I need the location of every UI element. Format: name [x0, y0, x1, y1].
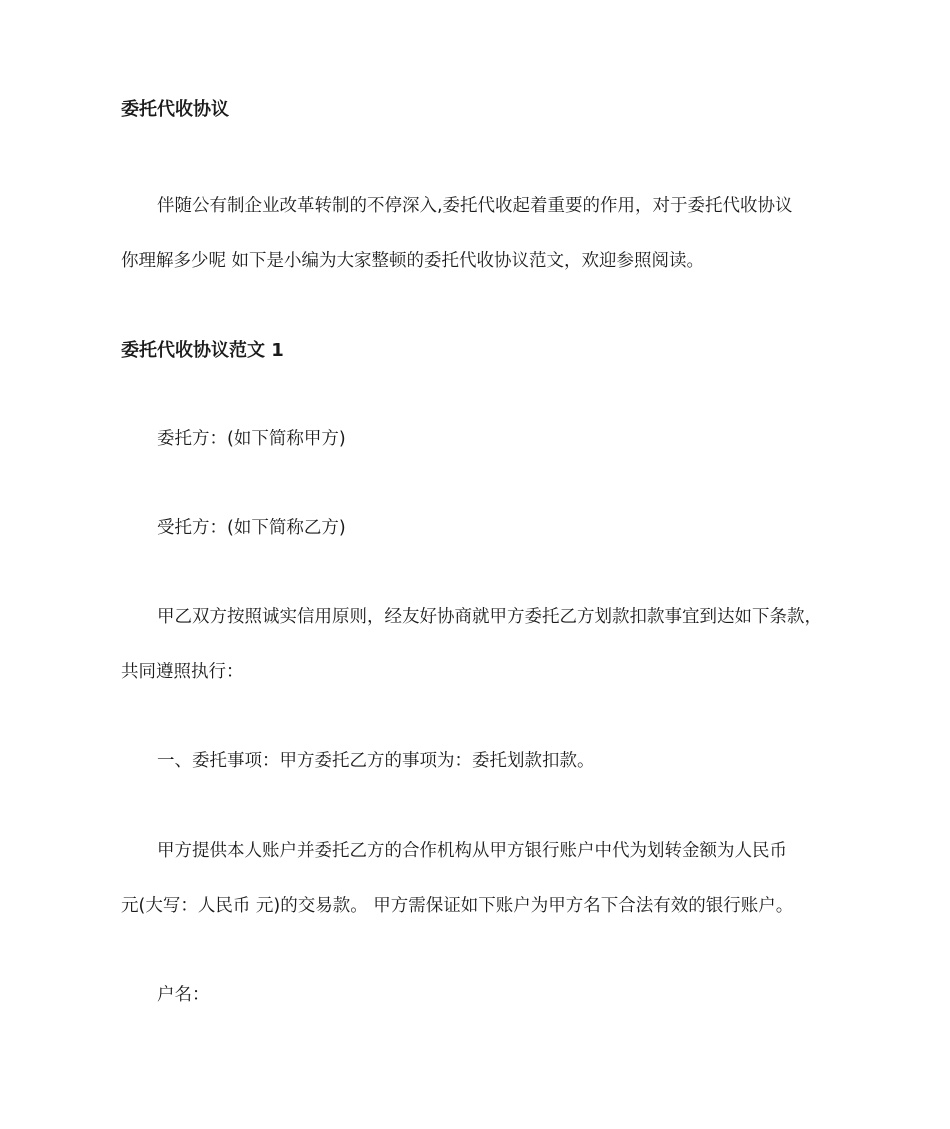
- document-title: 委托代收协议: [121, 99, 229, 120]
- account-name-line: 户名：: [157, 985, 210, 1005]
- party-a-line: 委托方：(如下简称甲方): [157, 429, 346, 449]
- agreement-paragraph-line-1: 甲乙双方按照诚实信用原则，经友好协商就甲方委托乙方划款扣款事宜到达如下条款，: [157, 607, 822, 627]
- clause-1-line: 一、委托事项：甲方委托乙方的事项为：委托划款扣款。: [157, 751, 595, 771]
- section-heading: 委托代收协议范文 1: [121, 340, 284, 361]
- agreement-paragraph-line-2: 共同遵照执行：: [121, 662, 244, 682]
- clause-1-detail-line-2: 元(大写：人民币 元)的交易款。 甲方需保证如下账户为甲方名下合法有效的银行账户。: [121, 896, 794, 916]
- intro-paragraph-line-1: 伴随公有制企业改革转制的不停深入,委托代收起着重要的作用，对于委托代收协议: [157, 196, 793, 216]
- intro-paragraph-line-2: 你理解多少呢 如下是小编为大家整顿的委托代收协议范文，欢迎参照阅读。: [121, 251, 705, 271]
- party-b-line: 受托方：(如下简称乙方): [157, 518, 346, 538]
- clause-1-detail-line-1: 甲方提供本人账户并委托乙方的合作机构从甲方银行账户中代为划转金额为人民币: [157, 841, 787, 861]
